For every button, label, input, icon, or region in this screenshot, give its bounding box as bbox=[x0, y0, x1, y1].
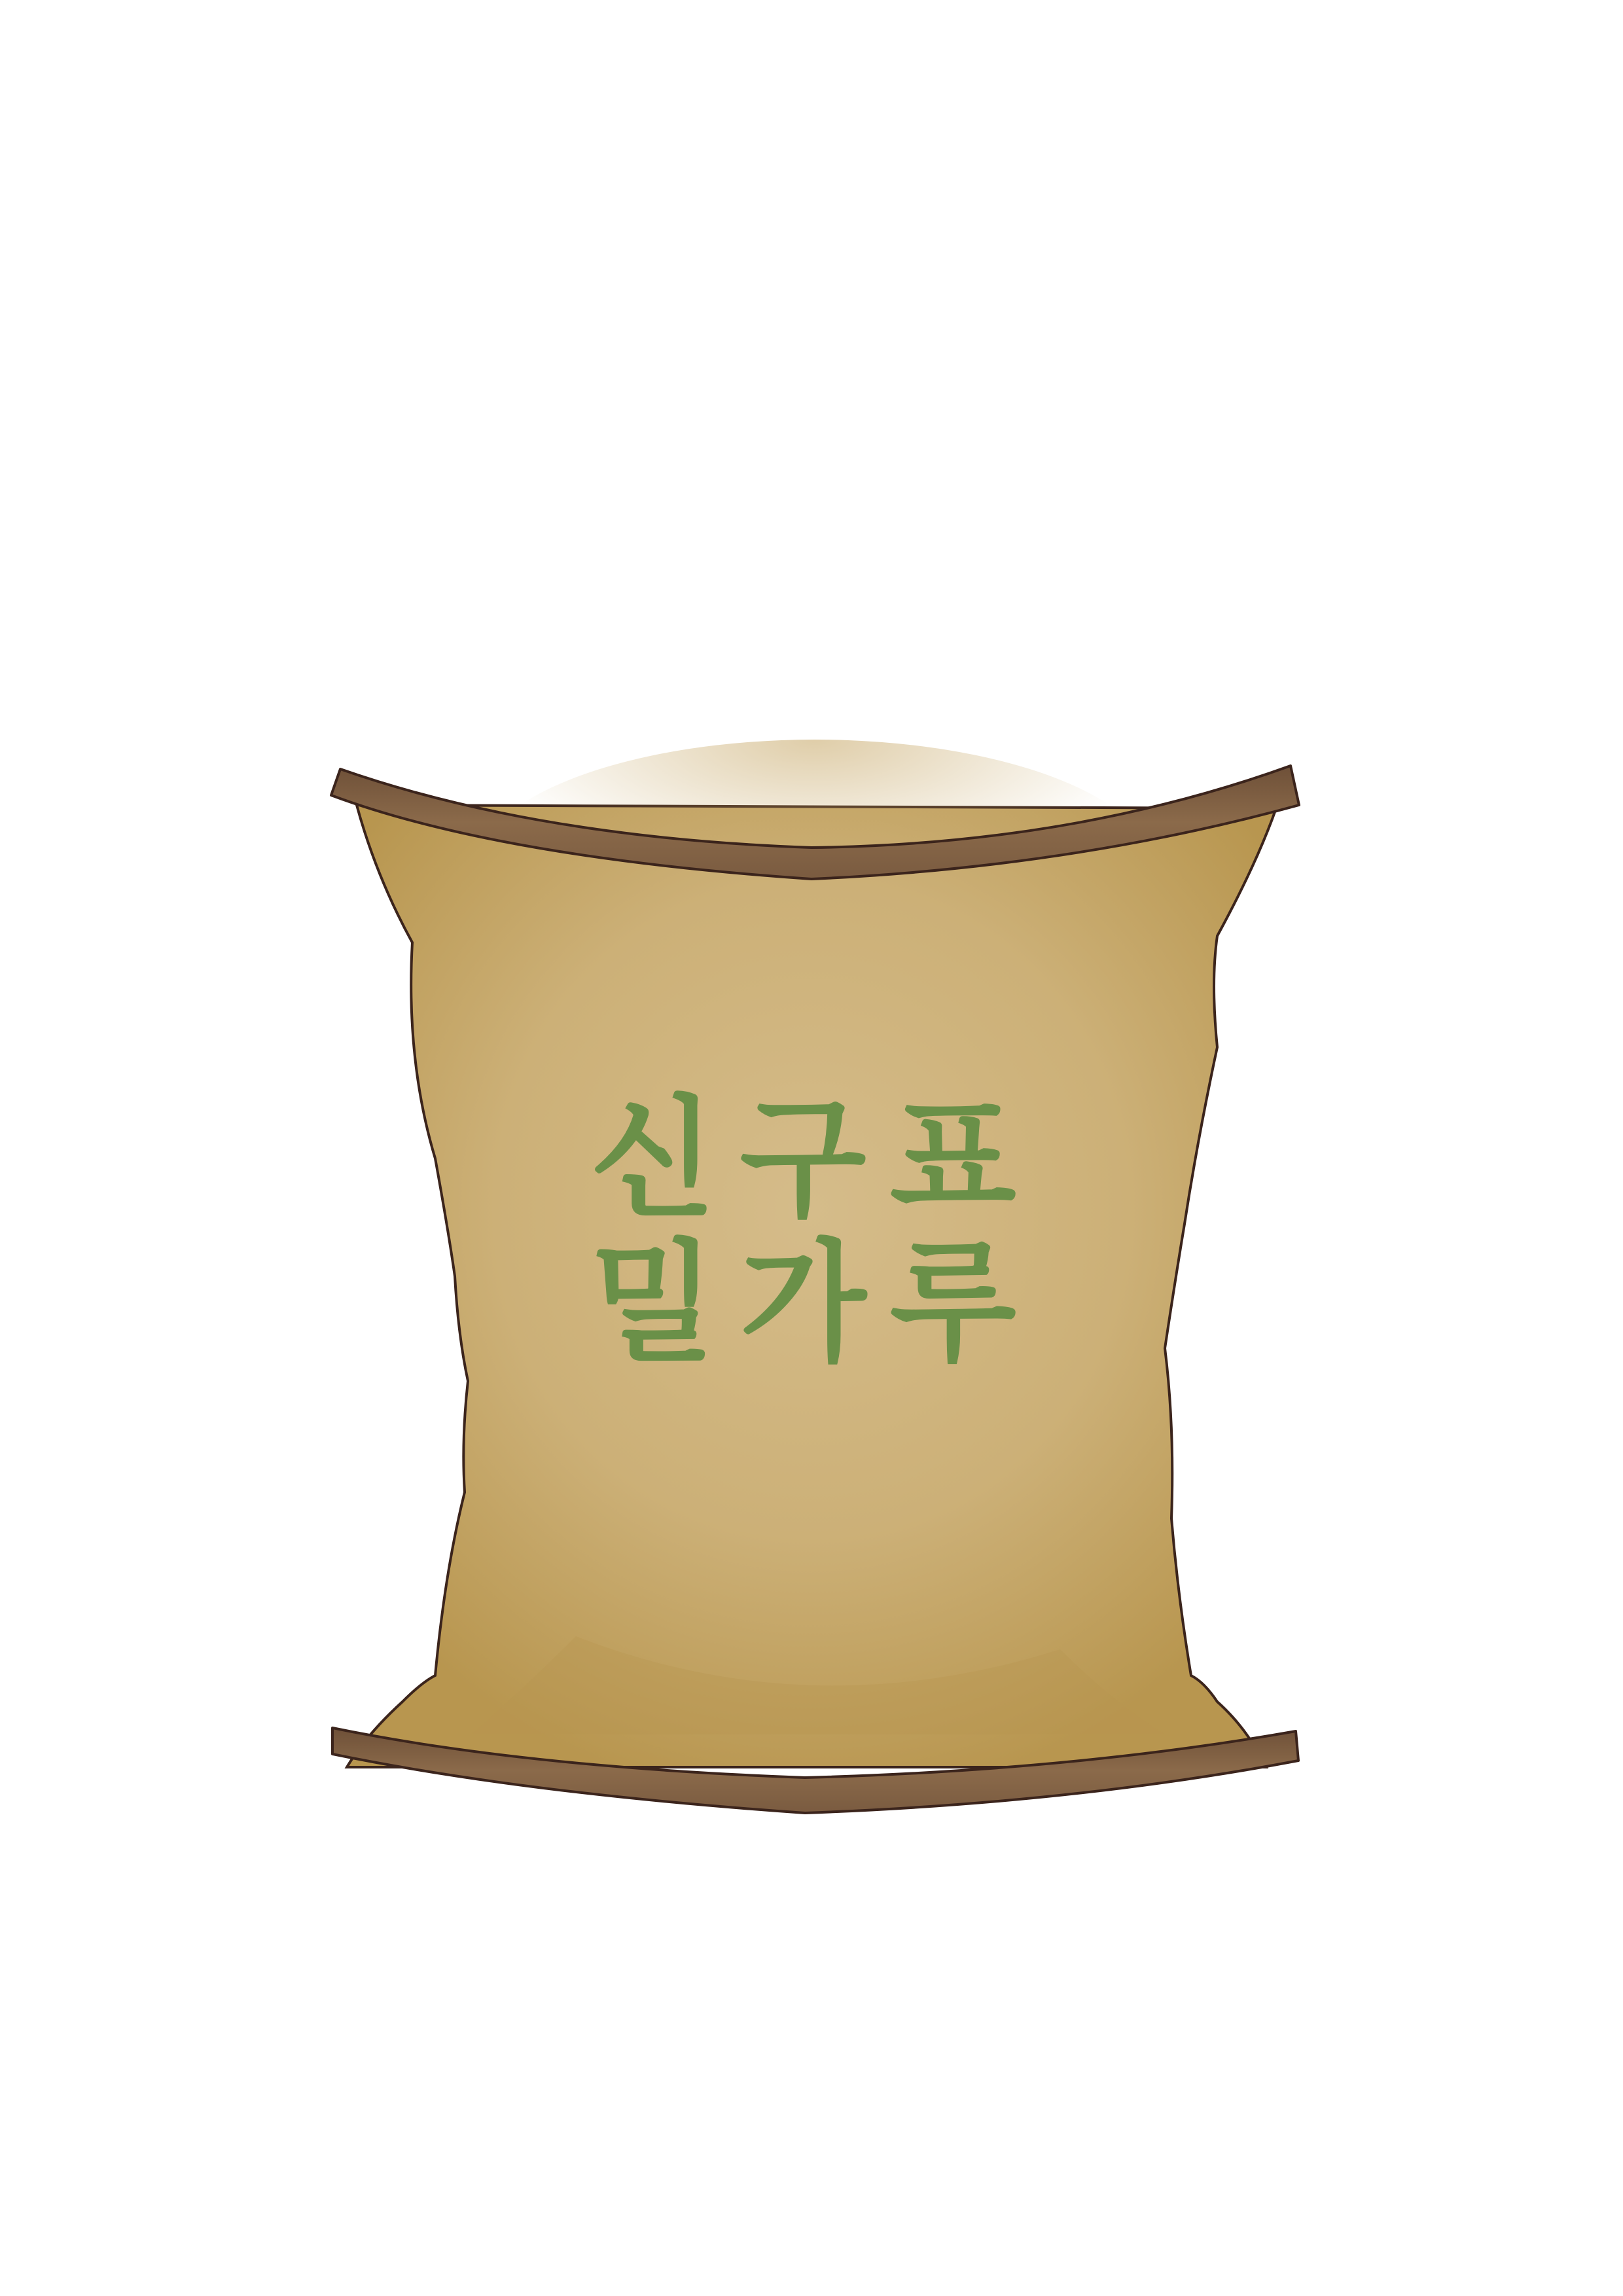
label-line-2: 밀가루 bbox=[590, 1226, 1040, 1380]
label-line-1: 신구표 bbox=[590, 1082, 1040, 1236]
